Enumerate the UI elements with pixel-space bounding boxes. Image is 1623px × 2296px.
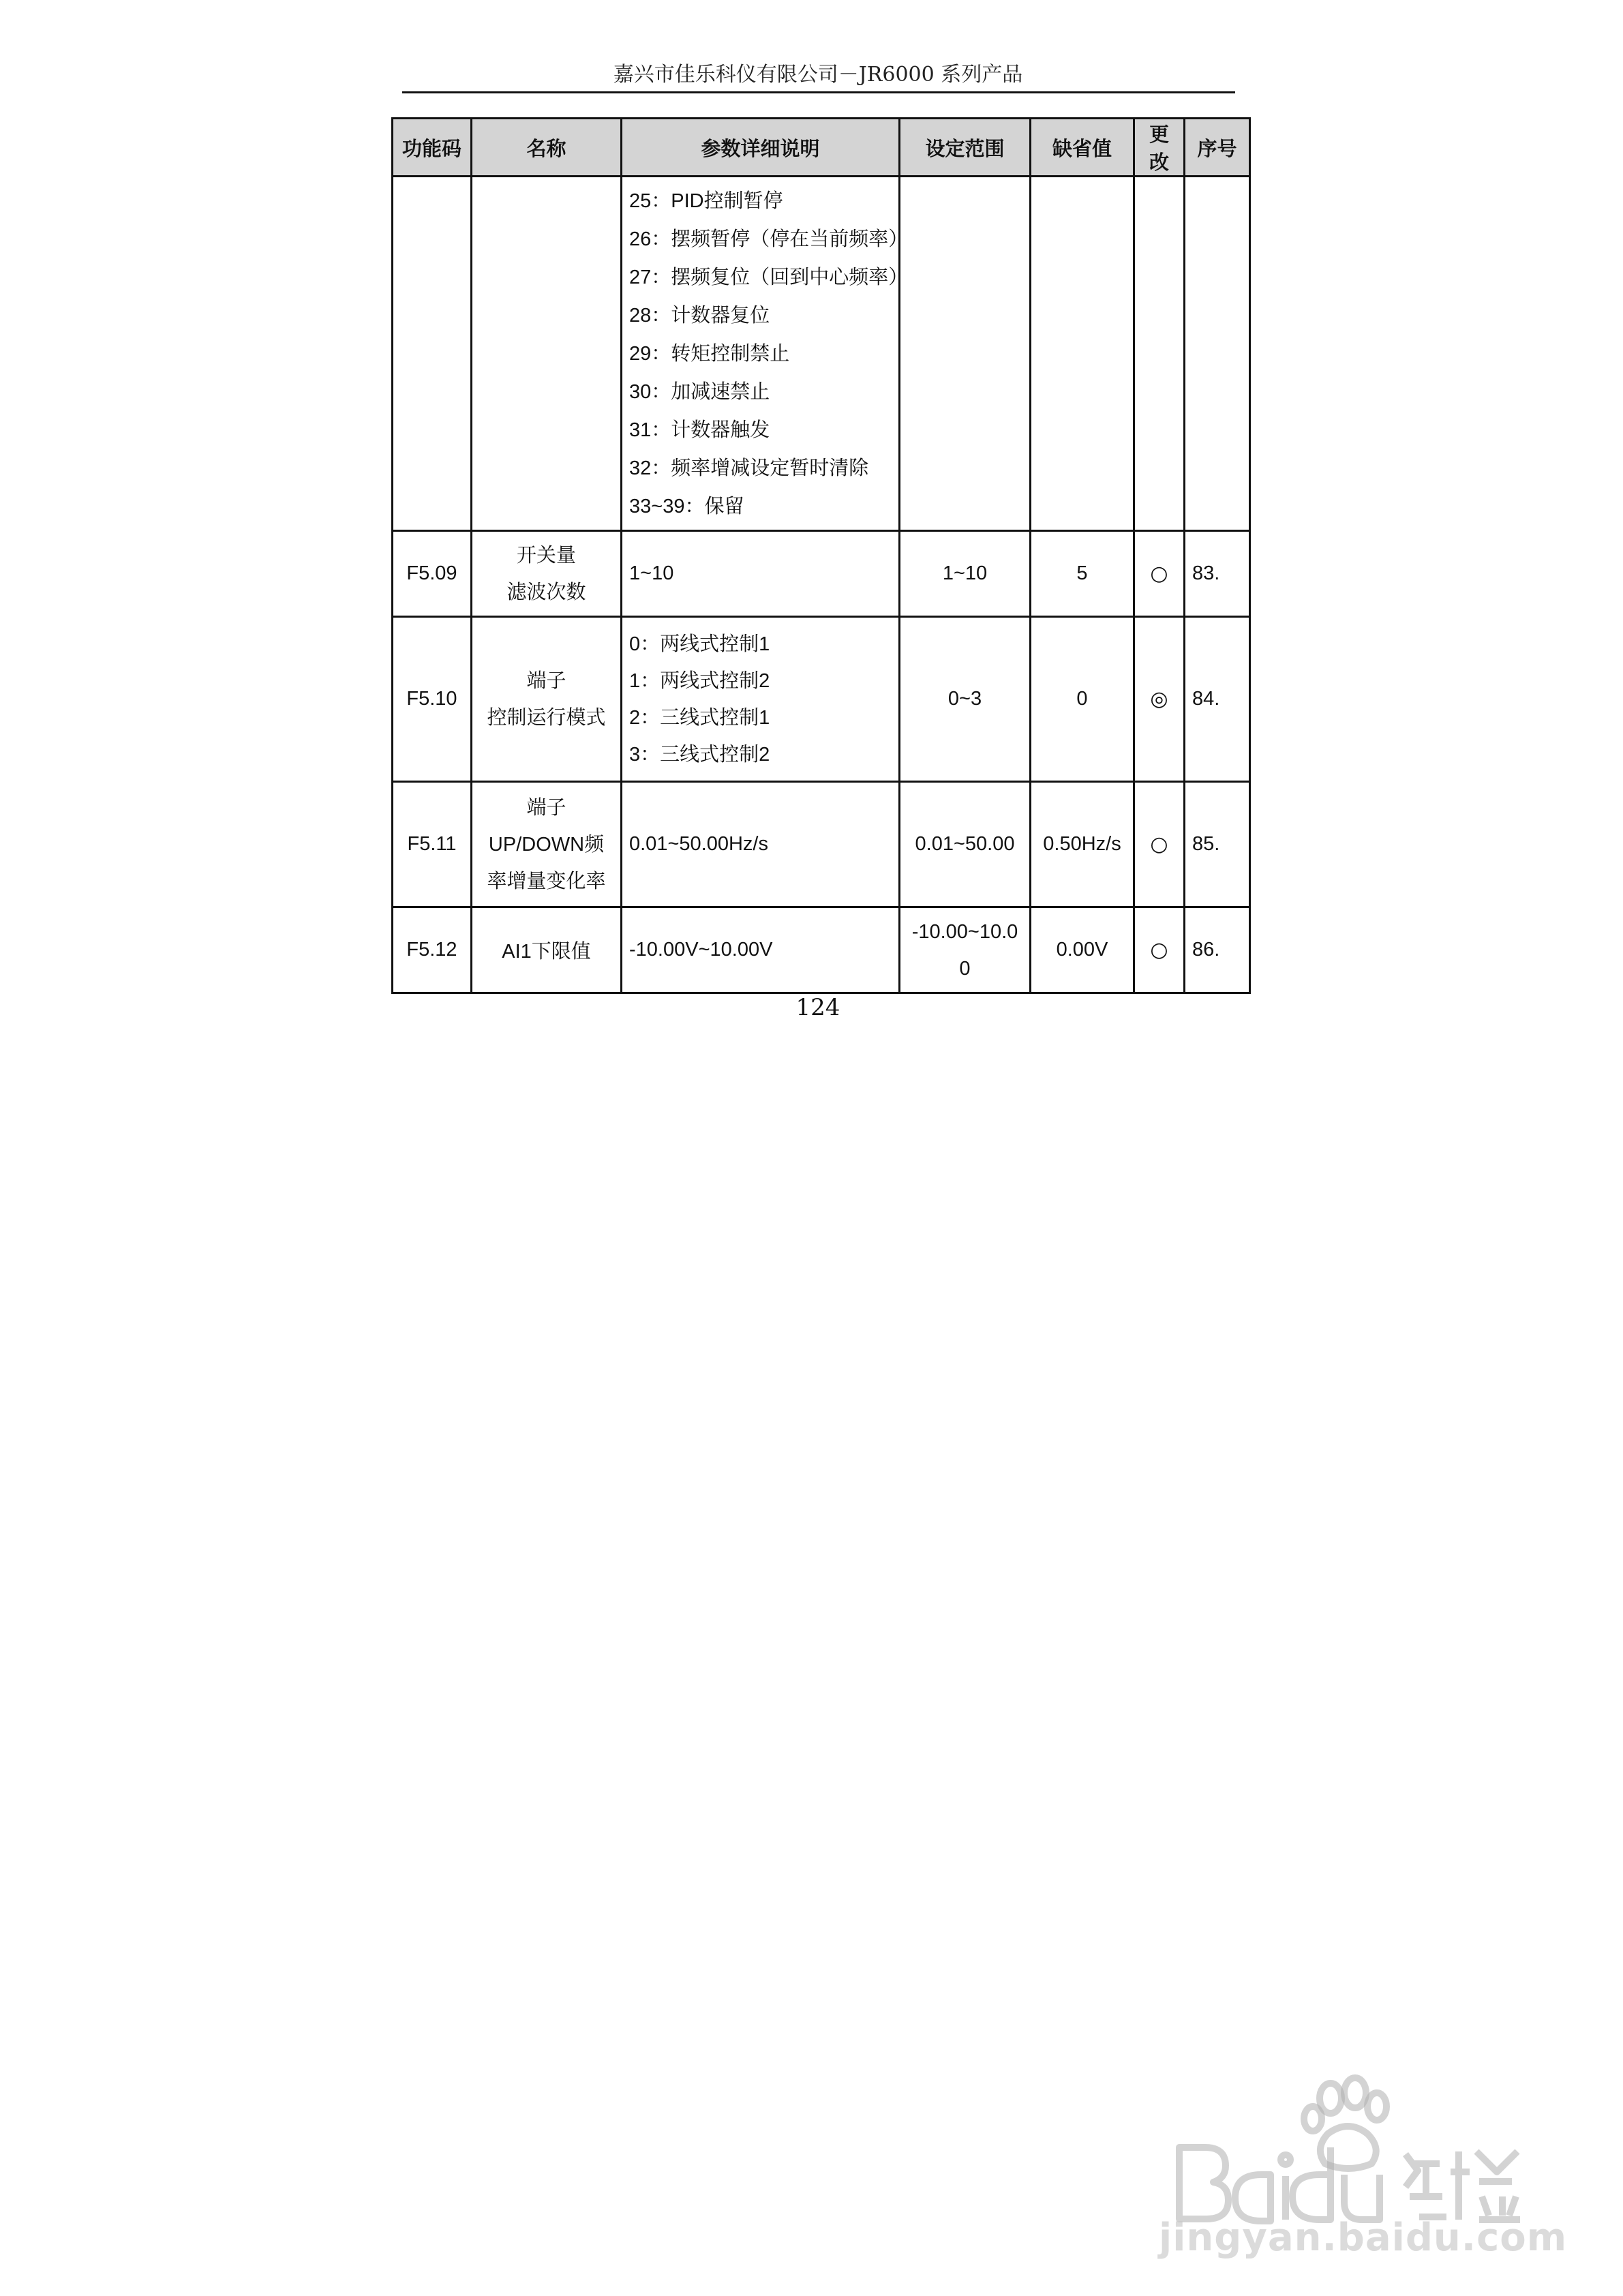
cell-code [393, 177, 472, 531]
column-header-description: 参数详细说明 [622, 119, 900, 177]
cell-change: ◎ [1134, 617, 1185, 782]
parameter-table [391, 117, 1251, 994]
desc-line: 29：转矩控制禁止 [629, 342, 790, 365]
page-number: 124 [795, 994, 840, 1021]
cell-change: ○ [1134, 531, 1185, 617]
cell-change: ○ [1134, 782, 1185, 907]
cell-code: F5.10 [393, 617, 472, 782]
cell-name: 开关量 滤波次数 [472, 531, 622, 617]
cell-description [622, 177, 909, 531]
table-row [393, 531, 1250, 617]
desc-line: 32：频率增减设定暂时清除 [629, 457, 869, 479]
column-header-seq: 序号 [1185, 119, 1250, 177]
table-row [393, 907, 1250, 993]
column-header-default: 缺省值 [1031, 119, 1134, 177]
cell-seq: 83. [1185, 531, 1250, 617]
cell-default: 0 [1031, 617, 1134, 782]
cell-change: ○ [1134, 907, 1185, 993]
cell-range: 0~3 [900, 617, 1031, 782]
watermark-url: jingyan.baidu.com [1159, 2216, 1568, 2260]
header-rule [402, 91, 1235, 93]
cell-range [900, 177, 1031, 531]
cell-default: 0.50Hz/s [1031, 782, 1134, 907]
column-header-code: 功能码 [393, 119, 472, 177]
cell-seq: 86. [1185, 907, 1250, 993]
cell-code: F5.11 [393, 782, 472, 907]
cell-description: 0.01~50.00Hz/s [622, 782, 900, 907]
cell-default: 0.00V [1031, 907, 1134, 993]
desc-line: 27：摆频复位（回到中心频率） [629, 266, 909, 288]
cell-seq [1185, 177, 1250, 531]
table-row-continuation [393, 177, 1250, 531]
column-header-name: 名称 [472, 119, 622, 177]
cell-description: -10.00V~10.00V [622, 907, 900, 993]
cell-name: 端子 UP/DOWN频 率增量变化率 [472, 782, 622, 907]
cell-seq: 84. [1185, 617, 1250, 782]
desc-line: 25：PID控制暂停 [629, 190, 783, 212]
desc-line: 28：计数器复位 [629, 304, 770, 327]
desc-line: 30：加减速禁止 [629, 380, 770, 403]
cell-code: F5.12 [393, 907, 472, 993]
table-header-row [393, 119, 1250, 177]
desc-line: 31：计数器触发 [629, 419, 770, 441]
cell-range: -10.00~10.0 0 [900, 907, 1031, 993]
cell-description: 1~10 [622, 531, 900, 617]
cell-range: 1~10 [900, 531, 1031, 617]
cell-description: 0：两线式控制1 1：两线式控制2 2：三线式控制1 3：三线式控制2 [622, 617, 900, 782]
cell-name: AI1下限值 [472, 907, 622, 993]
column-header-change: 更改 [1134, 119, 1185, 177]
page-header-title: 嘉兴市佳乐科仪有限公司－JR6000 系列产品 [613, 63, 1023, 87]
table-row [393, 617, 1250, 782]
cell-change [1134, 177, 1185, 531]
cell-range: 0.01~50.00 [900, 782, 1031, 907]
cell-default [1031, 177, 1134, 531]
cell-name: 端子 控制运行模式 [472, 617, 622, 782]
desc-line: 26：摆频暂停（停在当前频率） [629, 228, 909, 250]
cell-default: 5 [1031, 531, 1134, 617]
desc-line: 33~39：保留 [629, 495, 744, 517]
cell-seq: 85. [1185, 782, 1250, 907]
table-row [393, 782, 1250, 907]
column-header-range: 设定范围 [900, 119, 1031, 177]
cell-name [472, 177, 622, 531]
cell-code: F5.09 [393, 531, 472, 617]
